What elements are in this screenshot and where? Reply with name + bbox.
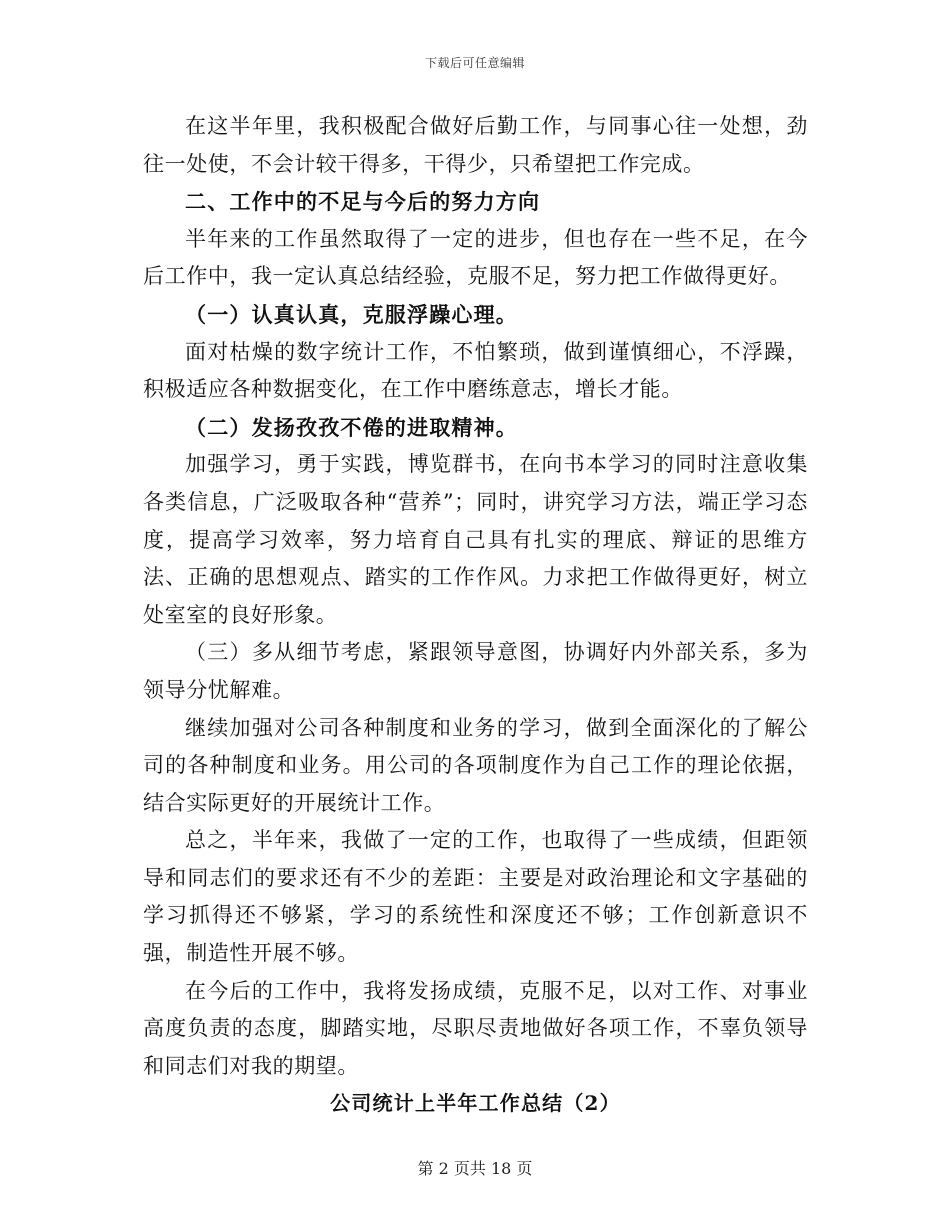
paragraph-three: 继续加强对公司各种制度和业务的学习，做到全面深化的了解公司的各种制度和业务。用公司的各项制度作为自己工作的理论依据，结合实际更好的开展统计工作。 [143,715,808,815]
document-body [143,108,808,1123]
paragraph-two: 加强学习，勇于实践，博览群书，在向书本学习的同时注意收集各类信息，广泛吸取各种“营养”；同时，讲究学习方法，端正学习态度，提高学习效率，努力培育自己具有扎实的理底、辩证的思维方法、正确的思想观点、踏实的工作作风。力求把工作做得更好，树立处室室的良好形象。 [143,452,808,627]
paragraph-logistics: 在这半年里，我积极配合做好后勤工作，与同事心往一处想，劲往一处使，不会计较干得多，干得少，只希望把工作完成。 [143,114,808,176]
paragraph-future: 在今后的工作中，我将发扬成绩，克服不足，以对工作、对事业高度负责的态度，脚踏实地，尽职尽责地做好各项工作，不辜负领导和同志们对我的期望。 [143,978,808,1078]
paragraph-shortcomings-intro: 半年来的工作虽然取得了一定的进步，但也存在一些不足，在今后工作中，我一定认真总结经验，克服不足，努力把工作做得更好。 [143,226,808,289]
page-header-note: 下载后可任意编辑 [424,56,525,70]
subheading-two: （二）发扬孜孜不倦的进取精神。 [185,414,518,440]
heading-shortcomings: 二、工作中的不足与今后的努力方向 [185,189,541,215]
paragraph-summary: 总之，半年来，我做了一定的工作，也取得了一些成绩，但距领导和同志们的要求还有不少的差距：主要是对政治理论和文字基础的学习抓得还不够紧，学习的系统性和深度还不够；工作创新意识不强，制造性开展不够。 [143,828,808,966]
subheading-three: （三）多从细节考虑，紧跟领导意图，协调好内外部关系，多为领导分忧解难。 [143,640,808,702]
paragraph-one: 面对枯燥的数字统计工作，不怕繁琐，做到谨慎细心，不浮躁，积极适应各种数据变化，在工作中磨练意志，增长才能。 [143,339,808,402]
subheading-one: （一）认真认真，克服浮躁心理。 [185,301,518,327]
page-footer-number: 第 2 页共 18 页 [417,1159,533,1178]
section-title: 公司统计上半年工作总结（2） [330,1091,621,1116]
